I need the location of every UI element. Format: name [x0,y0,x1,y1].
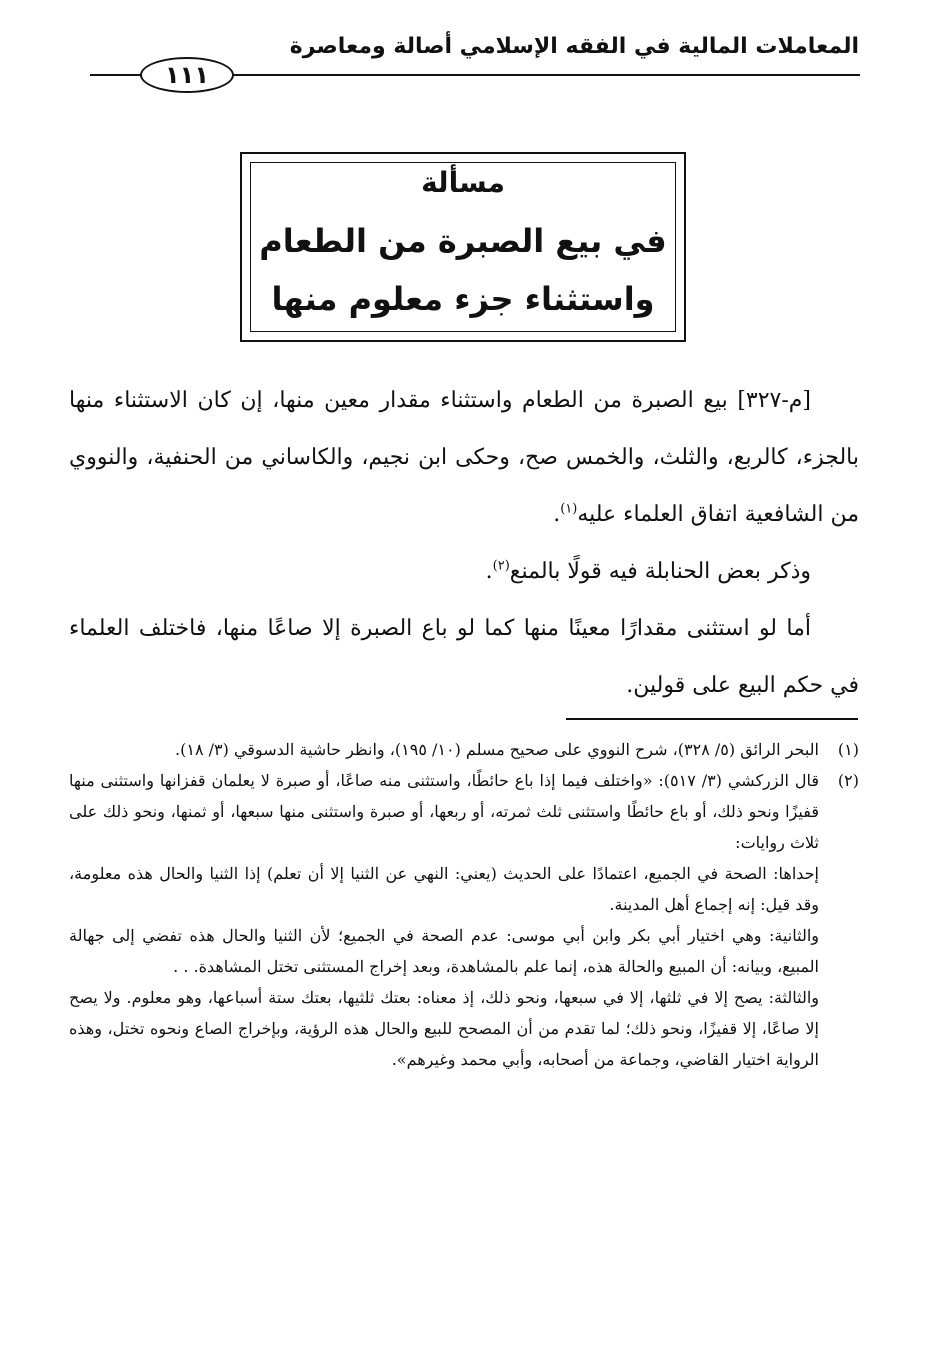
footnotes [69,734,859,1075]
page-number: ١١١ [140,57,234,93]
footnote-1-mark: (١) [837,740,859,759]
paragraph-2-end: . [485,559,493,584]
paragraph-2-text: وذكر بعض الحنابلة فيه قولًا بالمنع [509,559,811,584]
chapter-title-box [240,152,686,342]
title-line-2: في بيع الصبرة من الطعام [259,222,667,260]
footnote-2-mark: (٢) [837,771,859,790]
title-line-3: واستثناء جزء معلوم منها [271,280,655,318]
footnote-1 [69,734,859,765]
footnote-ref-1: (١) [560,501,578,517]
running-header-title: المعاملات المالية في الفقه الإسلامي أصالة ومعاصرة [289,34,859,59]
footnote-separator [566,718,858,720]
footnote-2-text-1: قال الزركشي (٣/ ٥١٧): «واختلف فيما إذا باع حائطًا، واستثنى منه صاعًا، أو صبرة لا يعلمان قفزانها واستثنى منها قفيزًا ونحو ذلك، أو باع حائطًا واستثنى ثلث ثمرته، أو ربعها، أو صبرة واستثنى منها سبعها، أو ثمنها، ونحو ذلك على ثلاث روايات: [69,771,819,852]
footnote-2-text-4: والثالثة: يصح إلا في ثلثها، إلا في سبعها، ونحو ذلك، إذ معناه: بعتك ثلثيها، بعتك ستة أسباعها، وهو معلوم. ولا يصح إلا صاعًا، إلا قفيزًا، ونحو ذلك؛ لما تقدم من أن المصحح للبيع والحال هذه الرؤية، وبإخراج الصاع ونحوه تختل، وهذه الرواية اختيار القاضي، وجماعة من أصحابه، وأبي محمد وغيرهم». [69,988,820,1069]
footnote-2-text-2: إحداها: الصحة في الجميع، اعتمادًا على الحديث (يعني: النهي عن الثنيا إلا أن تعلم) إذا الثنيا والحال هذه معلومة، وقد قيل: إنه إجماع أهل المدينة. [69,864,819,914]
paragraph-1-text: [م-٣٢٧] بيع الصبرة من الطعام واستثناء مقدار معين منها، إن كان الاستثناء منها بالجزء، كالربع، والثلث، والخمس صح، وحكى ابن نجيم، والكاساني من الحنفية، والنووي من الشافعية اتفاق العلماء عليه [69,388,859,527]
footnote-1-text: البحر الرائق (٥/ ٣٢٨)، شرح النووي على صحيح مسلم (١٠/ ١٩٥)، وانظر حاشية الدسوقي (٣/ ١٨). [175,740,819,759]
title-heading: مسألة [421,166,505,199]
main-text [69,372,859,714]
footnote-2-text-3: والثانية: وهي اختيار أبي بكر وابن أبي موسى: عدم الصحة في الجميع؛ لأن الثنيا والحال هذه تفضي إلى جهالة المبيع، وبيانه: أن المبيع والحالة هذه، إنما علم بالمشاهدة، وبعد إخراج المستثنى تختل المشاهدة. . . [69,926,819,976]
paragraph-1 [69,372,859,543]
footnote-2-body [69,765,819,1075]
footnote-2 [69,765,859,1075]
footnote-ref-2: (٢) [492,558,510,574]
footnote-1-body [69,734,819,765]
paragraph-3: أما لو استثنى مقدارًا معينًا منها كما لو باع الصبرة إلا صاعًا منها، فاختلف العلماء في حكم البيع على قولين. [69,616,859,698]
paragraph-2 [69,543,859,600]
paragraph-1-end: . [553,502,561,527]
